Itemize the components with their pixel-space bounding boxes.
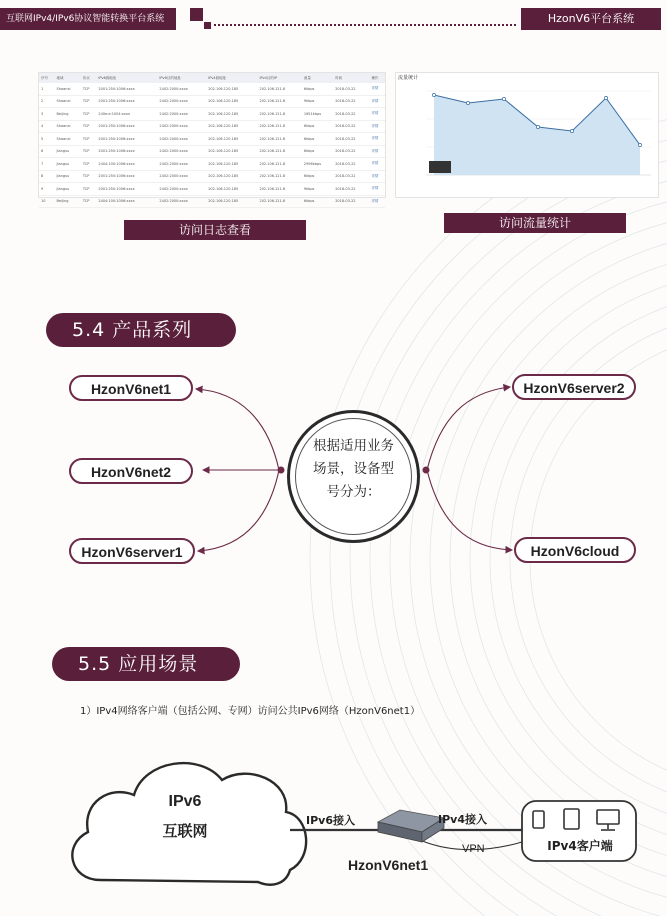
log-header-cell: 序号 [39,73,55,83]
log-cell: 2018-03-22 [333,133,369,146]
log-cell: 202.106.121.8 [257,133,301,146]
product-hzonv6server2: HzonV6server2 [512,374,636,400]
log-cell: 2001:250:1006:xxxx [96,133,157,146]
log-cell: 2001:250:1006:xxxx [96,183,157,196]
vpn-label: VPN [462,843,485,855]
log-cell: 202.106.120.185 [206,108,257,121]
log-cell: 202.106.120.185 [206,170,257,183]
log-cell: 6kbps [302,170,333,183]
log-cell: TCP [81,158,97,171]
log-cell: 2018-03-22 [333,183,369,196]
center-text-line-3: 号分为： [326,484,381,500]
log-cell: TCP [81,145,97,158]
header-left-title: 互联网IPv4/IPv6协议智能转换平台系统 [0,8,176,30]
log-cell: 2402:2000:xxxx [157,170,206,183]
log-cell: 202.106.121.8 [257,83,301,95]
link-label-ipv6: IPv6接入 [306,814,355,827]
cloud-label-ipv6: IPv6 [168,793,202,810]
log-header-cell: IPv6源地址 [96,73,157,83]
log-cell: 2018-03-22 [333,108,369,121]
log-cell: Beijing [55,195,81,208]
log-cell: 2018-03-22 [333,170,369,183]
log-cell: 202.106.120.185 [206,158,257,171]
log-detail-link[interactable]: 详情 [369,158,385,171]
log-cell: 9kbps [302,95,333,108]
log-cell: Beijing [55,108,81,121]
log-cell: 2402:2000:xxxx [157,133,206,146]
section-title-scenarios: 5.5 应用场景 [52,647,240,681]
log-cell: 1 [39,83,55,95]
log-detail-link[interactable]: 详情 [369,108,385,121]
log-cell: 3 [39,108,55,121]
log-cell: 9 [39,183,55,196]
log-caption: 访问日志查看 [124,220,306,240]
log-cell: 9kbps [302,183,333,196]
log-cell: 2996kbps [302,158,333,171]
log-cell: TCP [81,170,97,183]
product-hzonv6net1: HzonV6net1 [69,375,193,401]
log-cell: 202.106.120.185 [206,183,257,196]
log-cell: TCP [81,183,97,196]
log-detail-link[interactable]: 详情 [369,133,385,146]
product-hzonv6cloud: HzonV6cloud [514,537,636,563]
log-cell: 2402:2000:xxxx [157,83,206,95]
log-cell: 202.106.121.8 [257,145,301,158]
log-cell: 202.106.121.8 [257,170,301,183]
log-cell: 2018-03-22 [333,158,369,171]
log-cell: Jiangsu [55,158,81,171]
log-cell: 2402:2000:xxxx [157,158,206,171]
link-label-ipv4: IPv4接入 [438,813,487,826]
log-cell: 1651kbps [302,108,333,121]
log-cell: 202.106.121.8 [257,195,301,208]
log-cell: 4 [39,120,55,133]
log-cell: 6kbps [302,120,333,133]
log-detail-link[interactable]: 详情 [369,145,385,158]
traffic-caption: 访问流量统计 [444,213,626,233]
log-cell: 2402:2000:xxxx [157,95,206,108]
log-cell: 202.106.121.8 [257,95,301,108]
log-cell: 240e:e:1004:xxxx [96,108,157,121]
log-cell: 202.106.121.8 [257,158,301,171]
cloud-label-internet: 互联网 [162,822,208,840]
log-cell: 202.106.120.185 [206,120,257,133]
log-cell: 202.106.120.185 [206,83,257,95]
log-header-cell: 协议 [81,73,97,83]
log-cell: 2001:250:1006:xxxx [96,83,157,95]
log-cell: 202.106.120.185 [206,95,257,108]
log-cell: Shaanxi [55,95,81,108]
log-cell: 2404:100:1006:xxxx [96,158,157,171]
log-cell: 2001:250:1006:xxxx [96,95,157,108]
log-cell: Jiangsu [55,145,81,158]
log-cell: 2404:100:1006:xxxx [96,195,157,208]
log-cell: 2001:250:1006:xxxx [96,120,157,133]
log-cell: Shaanxi [55,83,81,95]
log-detail-link[interactable]: 详情 [369,195,385,208]
client-label: IPv4客户端 [547,839,613,853]
log-header-cell: 流量 [302,73,333,83]
log-cell: TCP [81,120,97,133]
log-cell: TCP [81,83,97,95]
section-title-products: 5.4 产品系列 [46,313,236,347]
log-cell: 2001:250:1006:xxxx [96,170,157,183]
traffic-stats-title: 流量统计 [398,75,419,81]
log-cell: 2018-03-22 [333,120,369,133]
log-cell: 2018-03-22 [333,195,369,208]
log-cell: Shaanxi [55,120,81,133]
log-detail-link[interactable]: 详情 [369,170,385,183]
product-hzonv6net2: HzonV6net2 [69,458,193,484]
log-cell: Shaanxi [55,133,81,146]
log-header-cell: IPv4源地址 [206,73,257,83]
log-cell: TCP [81,108,97,121]
log-cell: 202.106.120.185 [206,145,257,158]
log-cell: 2402:2000:xxxx [157,108,206,121]
center-text-line-1: 根据适用业务 [313,438,394,454]
log-detail-link[interactable]: 详情 [369,120,385,133]
log-cell: 2001:250:1006:xxxx [96,145,157,158]
log-cell: TCP [81,95,97,108]
log-cell: 2402:2000:xxxx [157,195,206,208]
log-cell: 2018-03-22 [333,145,369,158]
log-detail-link[interactable]: 详情 [369,83,385,95]
log-cell: 7 [39,158,55,171]
log-cell: 5 [39,133,55,146]
log-header-cell: 时间 [333,73,369,83]
log-header-cell: 操作 [369,73,385,83]
log-header-cell: IPv4目的IP [257,73,301,83]
log-cell: Jiangsu [55,183,81,196]
log-cell: 202.106.121.8 [257,108,301,121]
log-cell: 2402:2000:xxxx [157,145,206,158]
log-cell: TCP [81,195,97,208]
product-hzonv6server1: HzonV6server1 [69,538,195,564]
log-cell: TCP [81,133,97,146]
device-label: HzonV6net1 [348,857,429,873]
log-cell: 2018-03-22 [333,83,369,95]
log-cell: 202.106.120.185 [206,133,257,146]
log-detail-link[interactable]: 详情 [369,95,385,108]
log-cell: 202.106.121.8 [257,120,301,133]
scenario-1-text: 1）IPv4网络客户端（包括公网、专网）访问公共IPv6网络（HzonV6net1） [80,706,421,717]
log-detail-link[interactable]: 详情 [369,183,385,196]
log-cell: 8 [39,170,55,183]
log-cell: 10 [39,195,55,208]
center-text-line-2: 场景，设备型 [313,461,394,477]
log-cell: 6 [39,145,55,158]
header-right-title: HzonV6平台系统 [521,8,661,30]
log-cell: 6kbps [302,145,333,158]
log-cell: Jiangsu [55,170,81,183]
log-cell: 202.106.121.8 [257,183,301,196]
log-header-cell: IPv6目的地址 [157,73,206,83]
router-icon [378,810,444,842]
log-cell: 6kbps [302,195,333,208]
log-cell: 6kbps [302,133,333,146]
log-cell: 202.106.120.185 [206,195,257,208]
log-cell: 2402:2000:xxxx [157,183,206,196]
log-header-cell: 地域 [55,73,81,83]
log-cell: 2 [39,95,55,108]
log-cell: 2402:2000:xxxx [157,120,206,133]
log-cell: 6kbps [302,83,333,95]
log-cell: 2018-03-22 [333,95,369,108]
